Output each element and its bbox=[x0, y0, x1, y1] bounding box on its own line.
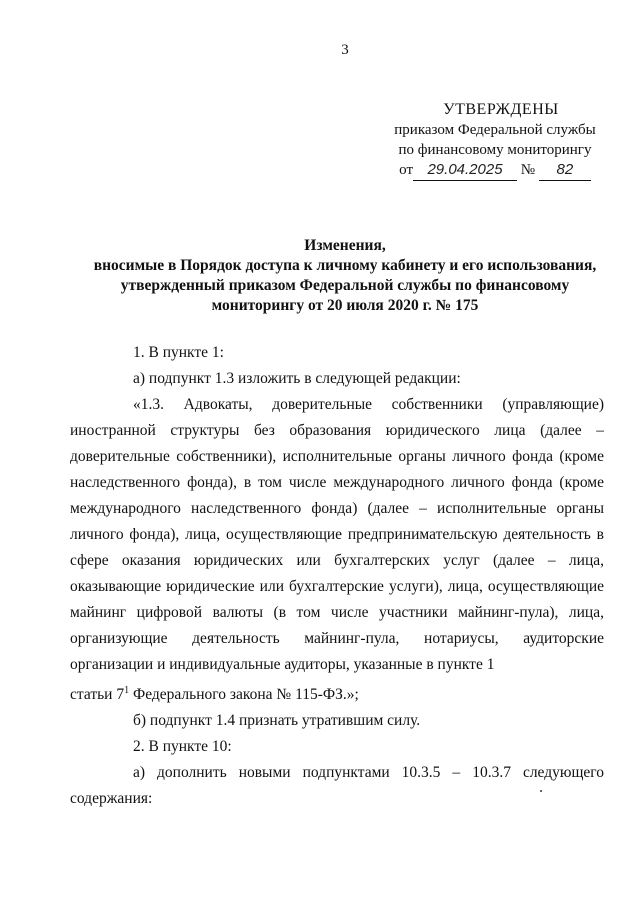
paragraph-3-last-line bbox=[70, 678, 604, 708]
p3-last-part-b: Федерального закона № 115-ФЗ.»; bbox=[129, 686, 359, 704]
approval-line-1: приказом Федеральной службы bbox=[394, 122, 596, 138]
title-line-3: утвержденный приказом Федеральной службы по финансовому bbox=[120, 277, 570, 294]
approval-line-2: по финансовому мониторингу bbox=[398, 142, 592, 158]
paragraph-6-first-line: а) дополнить новыми подпунктами 10.3.5 – 10.3.7 следующего bbox=[133, 764, 604, 782]
paragraph-3-body: иностранной структуры без образования юридического лица (далее – доверительные собственники), исполнительные органы личного фонда (кроме наследственного фонда), в том числе международного личного фонда (кроме международного наследственного фонда) (далее – исполнительные органы личного фонда), лица, осуществляющие предпринимательскую деятельность в сфере оказания юридических или бухгалтерских услуг (далее – лица, оказывающие юридические или бухгалтерские услуги), лица, осуществляющие майнинг цифровой валюты (в том числе участники майнинг-пула), лица, организующие деятельность майнинг-пула, нотариусы, аудиторские организации и индивидуальные аудиторы, указанные в пункте 1 bbox=[70, 422, 604, 673]
paragraph-2: а) подпункт 1.3 изложить в следующей редакции: bbox=[133, 370, 461, 387]
page-number: 3 bbox=[341, 42, 349, 58]
superscript-1: 1 bbox=[124, 685, 130, 696]
date-prefix: от bbox=[399, 162, 414, 178]
document-body bbox=[70, 340, 604, 812]
approval-date-line bbox=[380, 160, 610, 181]
handwritten-number: 82 bbox=[539, 160, 591, 181]
paragraph-1: 1. В пункте 1: bbox=[133, 344, 224, 361]
handwritten-date: 29.04.2025 bbox=[413, 160, 517, 181]
approval-stamp bbox=[380, 100, 610, 181]
paragraph-3-first-line: «1.3. Адвокаты, доверительные собственники (управляющие) bbox=[133, 396, 604, 413]
paragraph-5: 2. В пункте 10: bbox=[133, 738, 232, 756]
paragraph-4: б) подпункт 1.4 признать утратившим силу. bbox=[133, 712, 421, 730]
scan-speck bbox=[540, 790, 542, 792]
title-line-4: мониторингу от 20 июля 2020 г. № 175 bbox=[211, 297, 479, 314]
title-line-1: Изменения, bbox=[304, 237, 386, 254]
number-sign: № bbox=[520, 162, 536, 178]
paragraph-6-second-line: содержания: bbox=[70, 790, 153, 808]
title-line-2: вносимые в Порядок доступа к личному кабинету и его использования, bbox=[93, 257, 597, 274]
p3-last-part-a: статьи 7 bbox=[70, 686, 125, 704]
document-title bbox=[60, 236, 630, 316]
approval-title: УТВЕРЖДЕНЫ bbox=[443, 101, 559, 118]
